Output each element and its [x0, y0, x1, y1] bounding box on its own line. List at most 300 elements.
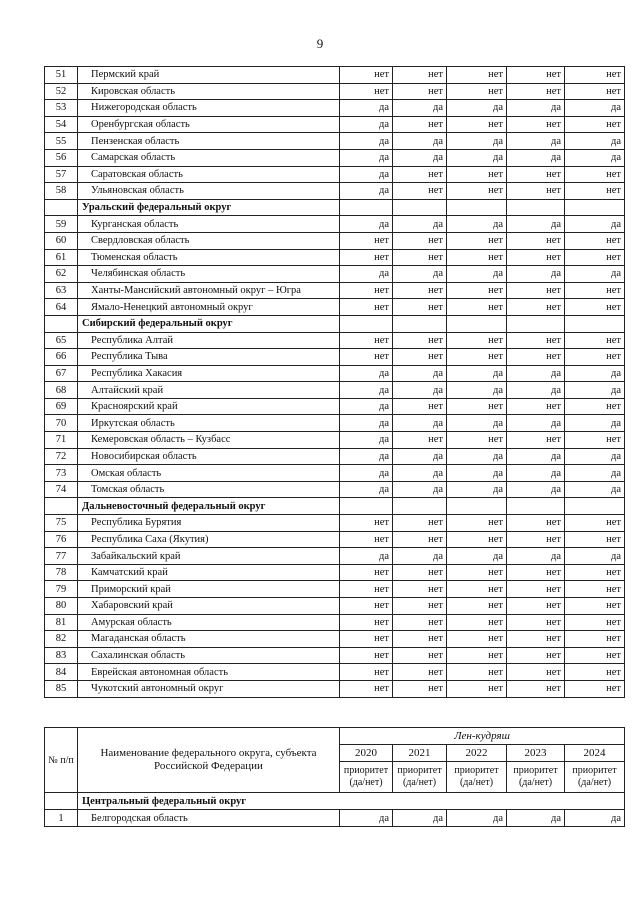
- value-cell: нет: [507, 166, 565, 183]
- value-cell: нет: [565, 598, 625, 615]
- value-cell: нет: [340, 83, 393, 100]
- value-cell: нет: [507, 282, 565, 299]
- value-cell: да: [565, 481, 625, 498]
- table-row: [45, 465, 625, 482]
- value-cell: нет: [507, 564, 565, 581]
- region-name: Пензенская область: [78, 133, 340, 150]
- value-cell: да: [393, 481, 447, 498]
- value-cell: нет: [340, 614, 393, 631]
- value-cell: да: [565, 266, 625, 283]
- value-cell: да: [340, 149, 393, 166]
- value-cell: да: [447, 448, 507, 465]
- header-priority: приоритет (да/нет): [565, 762, 625, 793]
- header-year: 2022: [447, 745, 507, 762]
- table-row: [45, 266, 625, 283]
- value-cell: да: [507, 133, 565, 150]
- value-cell: нет: [340, 67, 393, 84]
- value-cell: нет: [447, 581, 507, 598]
- value-cell: нет: [340, 647, 393, 664]
- value-cell: да: [507, 365, 565, 382]
- value-cell: нет: [340, 680, 393, 697]
- region-name: Ханты-Мансийский автономный округ – Югра: [78, 282, 340, 299]
- value-cell: нет: [340, 299, 393, 316]
- table-row: [45, 415, 625, 432]
- value-cell: да: [565, 216, 625, 233]
- region-name: Алтайский край: [78, 382, 340, 399]
- value-cell: да: [340, 448, 393, 465]
- row-number: 84: [45, 664, 78, 681]
- value-cell: нет: [507, 116, 565, 133]
- table-row: [45, 398, 625, 415]
- value-cell: да: [447, 548, 507, 565]
- value-cell: да: [447, 415, 507, 432]
- value-cell: нет: [340, 349, 393, 366]
- row-number: 82: [45, 631, 78, 648]
- value-cell: нет: [340, 564, 393, 581]
- table-row: [45, 531, 625, 548]
- value-cell: да: [565, 465, 625, 482]
- table-row: [45, 249, 625, 266]
- value-2021: да: [393, 810, 447, 827]
- region-name: Чукотский автономный округ: [78, 680, 340, 697]
- value-cell: нет: [447, 83, 507, 100]
- value-cell: да: [340, 365, 393, 382]
- value-cell: нет: [565, 183, 625, 200]
- table-row: [45, 382, 625, 399]
- value-cell: нет: [393, 680, 447, 697]
- value-cell: нет: [507, 432, 565, 449]
- row-number: 52: [45, 83, 78, 100]
- table-row: [45, 299, 625, 316]
- value-cell: нет: [340, 249, 393, 266]
- table-row: [45, 581, 625, 598]
- row-number: 62: [45, 266, 78, 283]
- value-cell: нет: [565, 680, 625, 697]
- value-cell: нет: [393, 282, 447, 299]
- value-cell: нет: [507, 398, 565, 415]
- table-row: [45, 515, 625, 532]
- region-name: Кемеровская область – Кузбасс: [78, 432, 340, 449]
- value-cell: нет: [447, 299, 507, 316]
- header-name: Наименование федерального округа, субъекта Российской Федерации: [78, 728, 340, 793]
- value-cell: да: [340, 398, 393, 415]
- value-cell: нет: [565, 581, 625, 598]
- value-cell: нет: [565, 166, 625, 183]
- value-cell: нет: [565, 83, 625, 100]
- table-row: [45, 100, 625, 117]
- value-2020: да: [340, 810, 393, 827]
- value-cell: да: [507, 382, 565, 399]
- value-cell: да: [565, 415, 625, 432]
- header-priority: приоритет (да/нет): [393, 762, 447, 793]
- value-cell: да: [340, 266, 393, 283]
- row-number: 85: [45, 680, 78, 697]
- table-row: [45, 448, 625, 465]
- region-name: Ульяновская область: [78, 183, 340, 200]
- table-row: [45, 149, 625, 166]
- value-cell: нет: [565, 432, 625, 449]
- value-cell: нет: [393, 647, 447, 664]
- value-cell: нет: [393, 598, 447, 615]
- value-cell: да: [393, 465, 447, 482]
- table-row: [45, 564, 625, 581]
- header-year: 2024: [565, 745, 625, 762]
- value-cell: да: [340, 133, 393, 150]
- value-cell: нет: [447, 232, 507, 249]
- table-row: [45, 183, 625, 200]
- value-cell: да: [340, 166, 393, 183]
- value-cell: нет: [447, 614, 507, 631]
- region-name: Иркутская область: [78, 415, 340, 432]
- value-cell: да: [447, 481, 507, 498]
- region-name: Камчатский край: [78, 564, 340, 581]
- value-cell: да: [507, 100, 565, 117]
- district-row: [45, 315, 625, 332]
- row-number: 68: [45, 382, 78, 399]
- region-name: Омская область: [78, 465, 340, 482]
- value-cell: нет: [340, 631, 393, 648]
- table-row: [45, 166, 625, 183]
- value-cell: нет: [565, 282, 625, 299]
- value-cell: да: [340, 548, 393, 565]
- value-cell: да: [507, 465, 565, 482]
- value-cell: нет: [507, 232, 565, 249]
- region-name: Нижегородская область: [78, 100, 340, 117]
- header-priority: приоритет (да/нет): [447, 762, 507, 793]
- region-name: Кировская область: [78, 83, 340, 100]
- row-number: 1: [45, 810, 78, 827]
- row-number: 58: [45, 183, 78, 200]
- value-cell: нет: [393, 349, 447, 366]
- table-row: [45, 548, 625, 565]
- table-row: [45, 647, 625, 664]
- header-num: № п/п: [45, 728, 78, 793]
- regions-table: [44, 66, 625, 698]
- table-row: [45, 680, 625, 697]
- value-cell: нет: [565, 515, 625, 532]
- header-priority: приоритет (да/нет): [340, 762, 393, 793]
- value-cell: нет: [507, 680, 565, 697]
- table-row: [45, 133, 625, 150]
- region-name: Забайкальский край: [78, 548, 340, 565]
- value-2022: да: [447, 810, 507, 827]
- table-row: [45, 232, 625, 249]
- value-cell: нет: [393, 83, 447, 100]
- value-cell: нет: [340, 664, 393, 681]
- row-number: 53: [45, 100, 78, 117]
- value-cell: нет: [507, 581, 565, 598]
- header-row-group: [45, 728, 625, 745]
- row-number: 66: [45, 349, 78, 366]
- value-cell: нет: [565, 116, 625, 133]
- value-cell: нет: [565, 664, 625, 681]
- row-number: 61: [45, 249, 78, 266]
- row-number: 78: [45, 564, 78, 581]
- value-cell: нет: [393, 564, 447, 581]
- value-cell: да: [507, 448, 565, 465]
- value-cell: нет: [507, 647, 565, 664]
- value-cell: нет: [507, 83, 565, 100]
- value-cell: нет: [393, 631, 447, 648]
- value-cell: да: [340, 100, 393, 117]
- value-cell: нет: [393, 232, 447, 249]
- table-row: [45, 481, 625, 498]
- value-cell: нет: [447, 564, 507, 581]
- value-cell: да: [340, 415, 393, 432]
- value-cell: нет: [447, 631, 507, 648]
- value-cell: да: [393, 100, 447, 117]
- row-number: 54: [45, 116, 78, 133]
- value-cell: нет: [507, 249, 565, 266]
- value-cell: нет: [393, 664, 447, 681]
- value-2023: да: [507, 810, 565, 827]
- value-cell: нет: [393, 398, 447, 415]
- table-row: [45, 349, 625, 366]
- region-name: Приморский край: [78, 581, 340, 598]
- region-name: Красноярский край: [78, 398, 340, 415]
- value-cell: нет: [565, 564, 625, 581]
- value-cell: нет: [507, 67, 565, 84]
- value-cell: нет: [447, 116, 507, 133]
- value-cell: нет: [447, 67, 507, 84]
- region-name: Республика Бурятия: [78, 515, 340, 532]
- region-name: Республика Хакасия: [78, 365, 340, 382]
- value-cell: да: [507, 548, 565, 565]
- value-cell: нет: [393, 432, 447, 449]
- value-cell: нет: [340, 515, 393, 532]
- row-number: 76: [45, 531, 78, 548]
- value-cell: нет: [507, 664, 565, 681]
- district-name: Уральский федеральный округ: [78, 199, 340, 216]
- value-cell: да: [507, 415, 565, 432]
- value-cell: да: [565, 149, 625, 166]
- value-cell: нет: [340, 332, 393, 349]
- value-cell: да: [565, 548, 625, 565]
- value-cell: нет: [447, 166, 507, 183]
- region-name: Оренбургская область: [78, 116, 340, 133]
- table-row: [45, 365, 625, 382]
- value-cell: да: [507, 216, 565, 233]
- value-cell: нет: [507, 332, 565, 349]
- value-cell: нет: [393, 515, 447, 532]
- value-cell: нет: [565, 299, 625, 316]
- value-cell: да: [565, 100, 625, 117]
- region-name: Ямало-Ненецкий автономный округ: [78, 299, 340, 316]
- region-name: Республика Алтай: [78, 332, 340, 349]
- value-cell: да: [393, 266, 447, 283]
- value-cell: нет: [393, 249, 447, 266]
- region-name: Новосибирская область: [78, 448, 340, 465]
- value-cell: да: [447, 266, 507, 283]
- value-cell: нет: [447, 398, 507, 415]
- value-cell: нет: [565, 332, 625, 349]
- row-number: 67: [45, 365, 78, 382]
- value-cell: да: [447, 133, 507, 150]
- value-cell: нет: [447, 515, 507, 532]
- row-number: 51: [45, 67, 78, 84]
- row-number: 71: [45, 432, 78, 449]
- value-cell: да: [447, 365, 507, 382]
- row-number: 59: [45, 216, 78, 233]
- row-number: 60: [45, 232, 78, 249]
- row-number: 69: [45, 398, 78, 415]
- table-row: [45, 332, 625, 349]
- row-number: 74: [45, 481, 78, 498]
- region-name: Магаданская область: [78, 631, 340, 648]
- value-cell: нет: [447, 183, 507, 200]
- table-row: [45, 116, 625, 133]
- region-name: Белгородская область: [78, 810, 340, 827]
- region-name: Еврейская автономная область: [78, 664, 340, 681]
- value-cell: да: [393, 448, 447, 465]
- row-number: 80: [45, 598, 78, 615]
- value-cell: да: [447, 216, 507, 233]
- value-cell: да: [447, 149, 507, 166]
- region-name: Томская область: [78, 481, 340, 498]
- value-2024: да: [565, 810, 625, 827]
- header-group: Лен-кудряш: [340, 728, 625, 745]
- table-row: [45, 432, 625, 449]
- value-cell: да: [393, 365, 447, 382]
- table-row: [45, 598, 625, 615]
- value-cell: нет: [507, 515, 565, 532]
- region-name: Амурская область: [78, 614, 340, 631]
- value-cell: нет: [340, 232, 393, 249]
- region-name: Республика Саха (Якутия): [78, 531, 340, 548]
- value-cell: нет: [447, 664, 507, 681]
- value-cell: нет: [340, 598, 393, 615]
- priority-table: [44, 727, 625, 827]
- table-row: [45, 83, 625, 100]
- value-cell: да: [565, 448, 625, 465]
- value-cell: нет: [447, 680, 507, 697]
- region-name: Пермский край: [78, 67, 340, 84]
- value-cell: нет: [447, 349, 507, 366]
- value-cell: нет: [565, 647, 625, 664]
- region-name: Свердловская область: [78, 232, 340, 249]
- value-cell: нет: [393, 183, 447, 200]
- header-year: 2021: [393, 745, 447, 762]
- row-number: 56: [45, 149, 78, 166]
- district-row: [45, 793, 625, 810]
- value-cell: нет: [507, 299, 565, 316]
- value-cell: да: [447, 382, 507, 399]
- region-name: Сахалинская область: [78, 647, 340, 664]
- value-cell: нет: [565, 614, 625, 631]
- value-cell: да: [340, 216, 393, 233]
- value-cell: нет: [447, 332, 507, 349]
- region-name: Челябинская область: [78, 266, 340, 283]
- district-name: Дальневосточный федеральный округ: [78, 498, 340, 515]
- region-name: Самарская область: [78, 149, 340, 166]
- value-cell: нет: [447, 598, 507, 615]
- row-number: 77: [45, 548, 78, 565]
- value-cell: нет: [507, 614, 565, 631]
- value-cell: нет: [565, 249, 625, 266]
- row-number: 79: [45, 581, 78, 598]
- value-cell: нет: [393, 116, 447, 133]
- row-number: 65: [45, 332, 78, 349]
- value-cell: да: [447, 465, 507, 482]
- table-row: [45, 216, 625, 233]
- district-name: Центральный федеральный округ: [78, 793, 625, 810]
- value-cell: да: [393, 216, 447, 233]
- value-cell: нет: [447, 531, 507, 548]
- row-number: 55: [45, 133, 78, 150]
- district-name: Сибирский федеральный округ: [78, 315, 340, 332]
- table-row: [45, 614, 625, 631]
- value-cell: да: [393, 415, 447, 432]
- region-name: Курганская область: [78, 216, 340, 233]
- value-cell: да: [565, 365, 625, 382]
- value-cell: нет: [507, 183, 565, 200]
- row-number: 70: [45, 415, 78, 432]
- value-cell: нет: [565, 232, 625, 249]
- header-year: 2023: [507, 745, 565, 762]
- row-number: 83: [45, 647, 78, 664]
- value-cell: нет: [447, 249, 507, 266]
- table-row: [45, 810, 625, 827]
- value-cell: да: [340, 116, 393, 133]
- value-cell: да: [393, 133, 447, 150]
- value-cell: да: [340, 183, 393, 200]
- table-row: [45, 67, 625, 84]
- table-row: [45, 664, 625, 681]
- value-cell: да: [393, 548, 447, 565]
- region-name: Тюменская область: [78, 249, 340, 266]
- value-cell: нет: [393, 581, 447, 598]
- region-name: Хабаровский край: [78, 598, 340, 615]
- value-cell: нет: [507, 631, 565, 648]
- value-cell: да: [507, 149, 565, 166]
- row-number: 63: [45, 282, 78, 299]
- district-row: [45, 498, 625, 515]
- value-cell: нет: [447, 282, 507, 299]
- value-cell: да: [393, 382, 447, 399]
- value-cell: нет: [393, 166, 447, 183]
- value-cell: нет: [393, 332, 447, 349]
- value-cell: да: [340, 432, 393, 449]
- row-number: 64: [45, 299, 78, 316]
- value-cell: да: [507, 266, 565, 283]
- value-cell: нет: [447, 432, 507, 449]
- value-cell: нет: [447, 647, 507, 664]
- region-name: Саратовская область: [78, 166, 340, 183]
- value-cell: нет: [565, 631, 625, 648]
- value-cell: да: [565, 133, 625, 150]
- value-cell: нет: [565, 398, 625, 415]
- page-number: 9: [316, 36, 324, 51]
- value-cell: нет: [565, 531, 625, 548]
- row-number: 57: [45, 166, 78, 183]
- value-cell: нет: [507, 598, 565, 615]
- value-cell: да: [565, 382, 625, 399]
- value-cell: да: [447, 100, 507, 117]
- value-cell: нет: [393, 67, 447, 84]
- header-year: 2020: [340, 745, 393, 762]
- row-number: 72: [45, 448, 78, 465]
- value-cell: нет: [393, 531, 447, 548]
- value-cell: нет: [340, 531, 393, 548]
- value-cell: да: [340, 382, 393, 399]
- row-number: 73: [45, 465, 78, 482]
- value-cell: нет: [565, 67, 625, 84]
- row-number: 75: [45, 515, 78, 532]
- value-cell: нет: [393, 299, 447, 316]
- value-cell: нет: [340, 282, 393, 299]
- value-cell: нет: [340, 581, 393, 598]
- row-number: 81: [45, 614, 78, 631]
